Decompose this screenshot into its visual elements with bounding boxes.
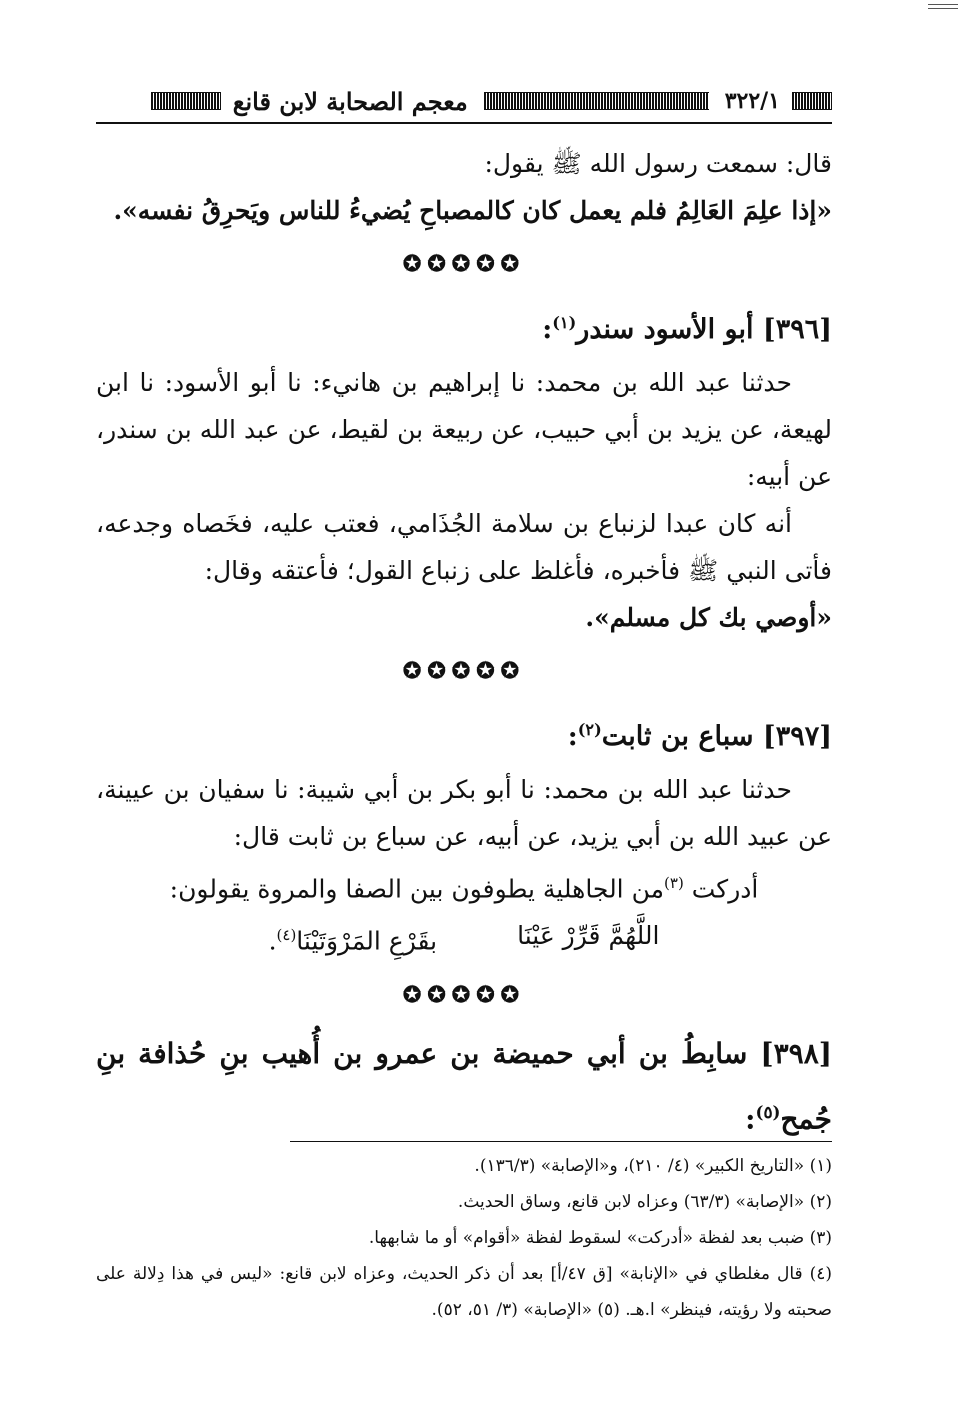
footnote-ref: (٥): [755, 1101, 781, 1122]
poem-verse: [96, 912, 832, 964]
footnote-2: (٢) «الإصابة» (٦٣/٣) وعزاه لابن قانع، وساق الحديث.: [457, 1192, 832, 1212]
entry-title: [٣٩٦] أبو الأسود سندر: [576, 314, 832, 345]
narration-397: [96, 860, 832, 912]
section-separator: ✪✪✪✪✪: [402, 658, 526, 684]
hadith-quote: «إذا علِمَ العَالِمُ فلم يعمل كان كالمصباحِ يُضيءُ للناس ويَحرِقُ نفسه».: [113, 196, 832, 225]
page-number: ٣٢٢/١: [724, 88, 780, 114]
header-ornament-right: [792, 92, 832, 110]
running-header: [96, 82, 832, 120]
entry-heading-398: [96, 1025, 832, 1148]
isnad-397: حدثنا عبد الله بن محمد: نا أبو بكر بن أبي شيبة: نا سفيان بن عيينة، عن عبيد الله بن أبي يزيد، عن أبيه، عن سباع بن ثابت قال:: [96, 775, 832, 851]
book-title: معجم الصحابة لابن قانع: [232, 86, 468, 116]
hadith-quote-396: «أوصي بك كل مسلم».: [585, 603, 832, 632]
footnote-ref: (١): [552, 313, 577, 332]
header-ornament-middle: [484, 92, 709, 110]
entry-heading-396: [96, 294, 832, 359]
verse-hemistich-right: اللَّهُمَّ قَرِّرْ عَيْنَا: [517, 921, 660, 951]
header-ornament-left: [151, 92, 221, 110]
section-separator: ✪✪✪✪✪: [402, 251, 526, 277]
verse-text: بقَرْعِ المَرْوَتَيْنَا: [296, 926, 438, 956]
footnote-ref: (٢): [577, 720, 602, 739]
entry-colon: :: [567, 721, 578, 752]
entry-colon: :: [542, 314, 553, 345]
narration-start: أدركت: [691, 874, 759, 904]
entry-heading-397: [96, 701, 832, 766]
entry-colon: :: [745, 1101, 756, 1135]
section-separator: ✪✪✪✪✪: [402, 981, 526, 1008]
main-text: [96, 140, 832, 1148]
isnad-396: حدثنا عبد الله بن محمد: نا إبراهيم بن هانيء: نا أبو الأسود: نا ابن لهيعة، عن يزيد بن أبي حبيب، عن ربيعة بن لقيط، عن عبد الله بن سندر، عن أبيه:: [96, 368, 832, 491]
narration-end: من الجاهلية يطوفون بين الصفا والمروة يقولون:: [169, 874, 665, 904]
verse-period: .: [268, 926, 277, 956]
footnote-1: (١) «التاريخ الكبير» (٤/ ٢١٠)، و«الإصابة» (١٣٦/٣).: [474, 1156, 832, 1176]
corner-mark: [928, 4, 958, 9]
footnote-3: (٣) ضبب بعد لفظة «أدركت» لسقوط لفظة «أقوام» أو ما شابهها.: [368, 1228, 832, 1248]
footnotes: [96, 1148, 832, 1328]
footnote-ref: (٤): [276, 926, 297, 945]
footnote-ref: (٣): [664, 874, 684, 892]
text-line: قال: سمعت رسول الله ﷺ يقول:: [484, 149, 832, 178]
footnote-rule: [290, 1141, 832, 1142]
entry-title: [٣٩٧] سباع بن ثابت: [601, 721, 832, 752]
footnote-4: (٤) قال مغلطاي في «الإنابة» [ق ٤٧/أ] بعد أن ذكر الحديث، وعزاه لابن قانع: «ليس في هذا دِلالة على صحبته ولا رؤيته، فينظر» ا.هـ. (٥) «الإصابة» (٣/ ٥١، ٥٢).: [96, 1264, 832, 1320]
narration-396: أنه كان عبدا لزنباع بن سلامة الجُذَامي، فعتب عليه، فخَصاه وجدعه، فأتى النبي ﷺ فأخبره، فأغلظ على زنباع القول؛ فأعتقه وقال:: [96, 509, 832, 585]
entry-title: [٣٩٨] سابِطُ بن أبي حميضة بن عمرو بن أُهيب بنِ حُذافة بنِ جُمح: [96, 1036, 832, 1135]
header-rule: [96, 122, 832, 124]
verse-hemistich-left: [269, 912, 438, 964]
